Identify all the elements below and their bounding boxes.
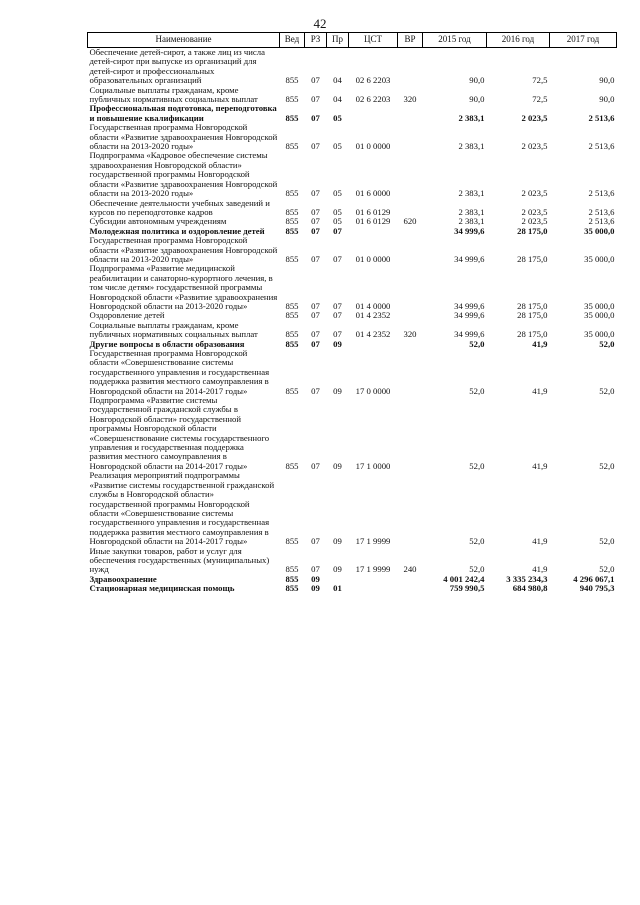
row-rz: 07: [311, 225, 320, 236]
row-vr: [398, 264, 423, 311]
row-vr: [398, 340, 423, 349]
row-value-2016: 2 023,5: [521, 141, 548, 152]
row-value-2016: 2 023,5: [521, 216, 548, 227]
row-value-2017: 90,0: [599, 75, 615, 86]
row-vr: [398, 584, 423, 593]
row-name: Государственная программа Новгородской области «Совершенствование системы государственного управления и государственная поддержка развития местного самоуправления в Новгородской области на 2014-2017 годы»: [89, 348, 270, 396]
row-pr: 07: [333, 300, 342, 311]
row-name: Здравоохранение: [89, 573, 157, 584]
row-pr: 05: [333, 112, 342, 123]
row-ved: 855: [285, 583, 299, 594]
row-value-2015: 2 383,1: [458, 141, 485, 152]
row-name: Субсидии автономным учреждениям: [89, 216, 227, 227]
row-pr: 05: [333, 141, 342, 152]
row-value-2017: 52,0: [599, 536, 615, 547]
row-value-2016: 28 175,0: [517, 253, 548, 264]
row-value-2016: 684 980,8: [512, 583, 548, 594]
row-name: Профессиональная подготовка, переподготовка и повышение квалификации: [89, 103, 277, 123]
table-row: [88, 264, 617, 311]
row-ved: 855: [285, 94, 299, 105]
row-value-2015: 34 999,6: [454, 310, 485, 321]
row-pr: 07: [333, 329, 342, 340]
row-pr: 07: [333, 253, 342, 264]
table-row: [88, 151, 617, 198]
row-value-2017: 2 513,6: [588, 216, 615, 227]
row-ved: 855: [285, 338, 299, 349]
row-pr: 07: [333, 310, 342, 321]
row-rz: 07: [311, 141, 320, 152]
table-row: [88, 48, 617, 86]
row-cst: [349, 227, 398, 236]
header-ved: Вед: [280, 33, 305, 48]
row-value-2017: 35 000,0: [584, 329, 615, 340]
row-value-2017: 2 513,6: [588, 206, 615, 217]
table-row: [88, 349, 617, 396]
row-value-2016: 41,9: [532, 536, 548, 547]
row-vr: [398, 151, 423, 198]
row-value-2015: 52,0: [469, 536, 485, 547]
row-name: Государственная программа Новгородской области «Развитие здравоохранения Новгородской области на 2013-2020 годы»: [89, 235, 278, 264]
header-pr: Пр: [327, 33, 349, 48]
row-vr: [398, 104, 423, 123]
row-pr: 01: [333, 583, 342, 594]
row-pr: 05: [333, 206, 342, 217]
row-ved: 855: [285, 75, 299, 86]
row-cst: 17 1 9999: [355, 564, 391, 575]
row-ved: 855: [285, 253, 299, 264]
header-cst: ЦСТ: [349, 33, 398, 48]
row-value-2017: 52,0: [599, 385, 615, 396]
row-rz: 07: [311, 216, 320, 227]
row-pr: 09: [333, 460, 342, 471]
row-value-2015: 759 990,5: [449, 583, 485, 594]
row-ved: 855: [285, 300, 299, 311]
row-vr: [398, 48, 423, 86]
row-vr: 240: [403, 564, 417, 575]
row-value-2017: 35 000,0: [584, 300, 615, 311]
row-value-2015: 90,0: [469, 75, 485, 86]
row-value-2015: 4 001 242,4: [443, 573, 485, 584]
row-value-2016: 2 023,5: [521, 112, 548, 123]
row-value-2017: 2 513,6: [588, 188, 615, 199]
row-value-2017: 35 000,0: [584, 310, 615, 321]
row-cst: 01 4 0000: [355, 300, 391, 311]
row-rz: 07: [311, 94, 320, 105]
row-name: Обеспечение деятельности учебных заведений и курсов по переподготовке кадров: [89, 197, 270, 217]
row-value-2015: 2 383,1: [458, 188, 485, 199]
row-vr: 620: [403, 216, 417, 227]
table-header-row: [88, 33, 617, 48]
table-row: [88, 396, 617, 471]
row-rz: 07: [311, 460, 320, 471]
row-rz: 07: [311, 300, 320, 311]
row-vr: [398, 311, 423, 320]
table-row: [88, 199, 617, 218]
row-value-2016: 28 175,0: [517, 329, 548, 340]
row-vr: [398, 349, 423, 396]
row-value-2015: 2 383,1: [458, 206, 485, 217]
row-ved: 855: [285, 112, 299, 123]
row-pr: 05: [333, 188, 342, 199]
page-number: 42: [313, 16, 327, 31]
row-rz: 07: [311, 253, 320, 264]
row-value-2015: 90,0: [469, 94, 485, 105]
header-2016: 2016 год: [487, 33, 550, 48]
row-ved: 855: [285, 225, 299, 236]
row-value-2016: 2 023,5: [521, 206, 548, 217]
row-rz: 07: [311, 75, 320, 86]
table-row: [88, 584, 617, 593]
row-value-2015: 34 999,6: [454, 329, 485, 340]
row-name: Подпрограмма «Развитие системы государственной гражданской службы в Новгородской области» государственной программы Новгородской области «Совершенствование системы государственного управления и государственная поддержка развития местного самоуправления в Новгородской области на 2014-2017 годы»: [89, 395, 270, 471]
table-row: [88, 547, 617, 575]
row-value-2017: 35 000,0: [584, 225, 615, 236]
row-name: Подпрограмма «Кадровое обеспечение системы здравоохранения Новгородской области» государственной программы Новгородской области «Развитие здравоохранения Новгородской области на 2013-2020 годы»: [89, 150, 278, 199]
row-pr: 09: [333, 564, 342, 575]
table-row: [88, 471, 617, 546]
budget-table: [87, 32, 617, 594]
row-value-2017: 4 296 067,1: [573, 573, 615, 584]
row-name: Оздоровление детей: [89, 310, 165, 321]
row-pr: 09: [333, 536, 342, 547]
row-pr: 04: [333, 94, 342, 105]
row-rz: 07: [311, 564, 320, 575]
row-value-2016: 2 023,5: [521, 188, 548, 199]
row-vr: [398, 471, 423, 546]
row-rz: 07: [311, 536, 320, 547]
header-rz: РЗ: [305, 33, 327, 48]
table-body: [88, 48, 617, 594]
row-ved: 855: [285, 188, 299, 199]
row-pr: 09: [333, 385, 342, 396]
row-value-2017: 2 513,6: [588, 112, 615, 123]
header-2017: 2017 год: [550, 33, 617, 48]
row-pr: 05: [333, 216, 342, 227]
table-row: [88, 123, 617, 151]
row-ved: 855: [285, 573, 299, 584]
row-cst: 01 6 0129: [355, 206, 391, 217]
row-rz: 07: [311, 329, 320, 340]
row-value-2015: 34 999,6: [454, 253, 485, 264]
row-value-2016: 28 175,0: [517, 310, 548, 321]
row-rz: 07: [311, 310, 320, 321]
row-rz: 07: [311, 112, 320, 123]
row-vr: [398, 199, 423, 218]
row-value-2017: 52,0: [599, 338, 615, 349]
row-value-2015: 2 383,1: [458, 112, 485, 123]
row-rz: 07: [311, 385, 320, 396]
row-value-2016: 3 335 234,3: [506, 573, 548, 584]
row-value-2016: 28 175,0: [517, 225, 548, 236]
row-value-2017: 90,0: [599, 94, 615, 105]
row-pr: 09: [333, 338, 342, 349]
row-cst: 01 0 0000: [355, 253, 391, 264]
row-vr: [398, 575, 423, 584]
row-rz: 07: [311, 188, 320, 199]
row-cst: 02 6 2203: [355, 75, 391, 86]
row-cst: 17 1 0000: [355, 460, 391, 471]
row-value-2015: 52,0: [469, 385, 485, 396]
row-value-2017: 52,0: [599, 460, 615, 471]
row-vr: [398, 227, 423, 236]
row-value-2017: 35 000,0: [584, 253, 615, 264]
row-rz: 07: [311, 206, 320, 217]
row-cst: [349, 584, 398, 593]
row-pr: 04: [333, 75, 342, 86]
row-value-2016: 41,9: [532, 460, 548, 471]
row-ved: 855: [285, 385, 299, 396]
row-rz: 07: [311, 338, 320, 349]
row-rz: 09: [311, 573, 320, 584]
row-name: Социальные выплаты гражданам, кроме публичных нормативных социальных выплат: [89, 319, 258, 340]
row-ved: 855: [285, 141, 299, 152]
row-name: Государственная программа Новгородской области «Развитие здравоохранения Новгородской области на 2013-2020 годы»: [89, 122, 278, 152]
row-cst: [349, 575, 398, 584]
row-name: Иные закупки товаров, работ и услуг для обеспечения государственных (муниципальных) нужд: [89, 545, 270, 575]
row-value-2016: 72,5: [532, 94, 548, 105]
row-ved: 855: [285, 216, 299, 227]
header-vr: ВР: [398, 33, 423, 48]
row-ved: 855: [285, 310, 299, 321]
row-ved: 855: [285, 329, 299, 340]
table-row: [88, 321, 617, 340]
row-rz: 09: [311, 583, 320, 594]
row-cst: 01 6 0129: [355, 216, 391, 227]
row-cst: 01 6 0000: [355, 188, 391, 199]
header-name: Наименование: [88, 33, 280, 48]
row-value-2015: 52,0: [469, 460, 485, 471]
row-ved: 855: [285, 206, 299, 217]
row-vr: 320: [403, 94, 417, 105]
row-cst: [349, 104, 398, 123]
row-value-2016: 72,5: [532, 75, 548, 86]
header-2015: 2015 год: [423, 33, 487, 48]
table-row: [88, 104, 617, 123]
row-ved: 855: [285, 564, 299, 575]
row-cst: 01 0 0000: [355, 141, 391, 152]
row-vr: [398, 236, 423, 264]
row-ved: 855: [285, 536, 299, 547]
table-row: [88, 86, 617, 105]
row-value-2017: 940 795,3: [579, 583, 615, 594]
row-pr: 07: [333, 225, 342, 236]
row-name: Другие вопросы в области образования: [89, 338, 245, 349]
row-cst: [349, 340, 398, 349]
row-value-2016: 41,9: [532, 338, 548, 349]
row-value-2015: 34 999,6: [454, 225, 485, 236]
row-name: Реализация мероприятий подпрограммы «Развитие системы государственной гражданской службы в Новгородской области» государственной программы Новгородской области «Совершенствование системы государственного управления и государственная поддержка развития местного самоуправления в Новгородской области на 2014-2017 годы»: [89, 470, 275, 547]
row-vr: [398, 123, 423, 151]
row-value-2015: 52,0: [469, 338, 485, 349]
row-ved: 855: [285, 460, 299, 471]
row-cst: 01 4 2352: [355, 329, 391, 340]
row-name: Стационарная медицинская помощь: [89, 583, 235, 594]
table-row: [88, 236, 617, 264]
row-vr: 320: [403, 329, 417, 340]
row-value-2015: 2 383,1: [458, 216, 485, 227]
row-value-2017: 2 513,6: [588, 141, 615, 152]
row-name: Молодежная политика и оздоровление детей: [89, 225, 265, 236]
row-cst: 17 1 9999: [355, 536, 391, 547]
row-value-2015: 52,0: [469, 564, 485, 575]
row-cst: 02 6 2203: [355, 94, 391, 105]
row-value-2016: 41,9: [532, 564, 548, 575]
row-cst: 17 0 0000: [355, 385, 391, 396]
row-name: Обеспечение детей-сирот, а также лиц из числа детей-сирот при выпуске из организаций для детей-сирот и профессиональных образовательных организаций: [89, 47, 265, 86]
row-name: Подпрограмма «Развитие медицинской реабилитации и санаторно-курортного лечения, в том числе детям» государственной программы Новгородской области «Развитие здравоохранения Новгородской области на 2013-2020 годы»: [89, 263, 278, 311]
row-value-2016: 41,9: [532, 385, 548, 396]
row-value-2016: 28 175,0: [517, 300, 548, 311]
row-name: Социальные выплаты гражданам, кроме публичных нормативных социальных выплат: [89, 84, 258, 105]
row-cst: 01 4 2352: [355, 310, 391, 321]
row-value-2017: 52,0: [599, 564, 615, 575]
row-vr: [398, 396, 423, 471]
row-value-2015: 34 999,6: [454, 300, 485, 311]
